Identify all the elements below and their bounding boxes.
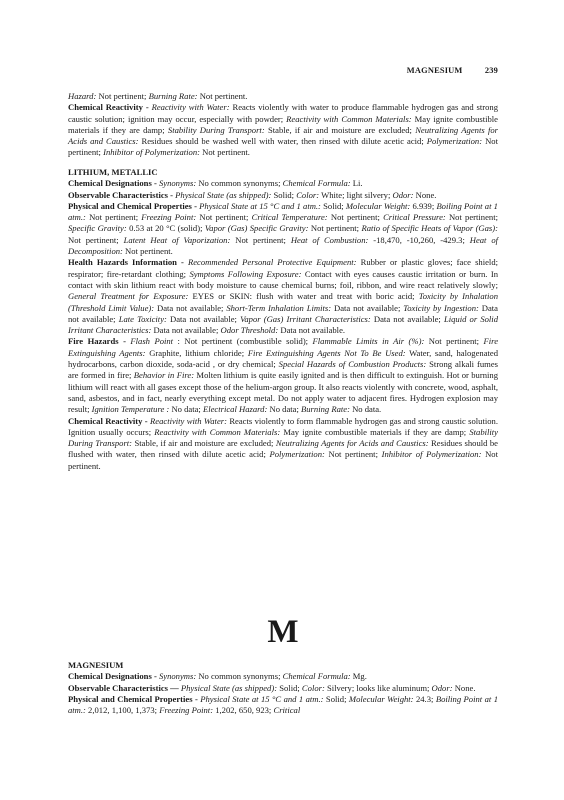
fire-hazards-paragraph: Fire Hazards - Flash Point : Not pertinent (combustible solid); Flammable Limits in Air (%): Not pertinent; Fire Extinguishing Agents: Graphite, lithium chloride; Fire Extinguishing Agents Not To Be Used: Water, sand, halogenated hydrocarbons, carbon dioxide, soda-acid , or dry chemical; Special Hazards of Combustion Products: Strong alkali fumes are formed in fire; Behavior in Fire: Molten lithium is quite easily ignited and is then difficult to extinguish. Hot or burning lithium will react with all gases except those of the helium-argon group. It also reacts violently with concrete, wood, asphalt, sand, asbestos, and in fact, nearly everything except metal. Do not apply water to adjacent fires. Hydrogen explosion may result; Ignition Temperature : No data; Electrical Hazard: No data; Burning Rate: No data. bbox=[68, 336, 499, 415]
running-head-title: MAGNESIUM bbox=[406, 66, 463, 75]
observable-characteristics-paragraph: Observable Characteristics — Physical State (as shipped): Solid; Color: Silvery; looks like aluminum; Odor: None. bbox=[68, 682, 476, 693]
previous-entry-continuation bbox=[68, 91, 498, 159]
observable-characteristics-paragraph: Observable Characteristics - Physical State (as shipped): Solid; Color: White; light silvery; Odor: None. bbox=[68, 189, 437, 200]
chemical-reactivity-paragraph: Chemical Reactivity - Reactivity with Water: Reacts violently to form flammable hydrogen gas and strong caustic solution. Ignition usually occurs; Reactivity with Common Materials: May ignite combustible materials if they are damp; Stability During Transport: Stable, if air and moisture are excluded; Neutralizing Agents for Acids and Caustics: Residues should be flushed with water, then rinsed with dilute acetic acid; Polymerization: Not pertinent; Inhibitor of Polymerization: Not pertinent. bbox=[68, 415, 498, 471]
chemical-designations-paragraph: Chemical Designations - Synonyms: No common synonyms; Chemical Formula: Li. bbox=[68, 178, 363, 189]
entry-title: LITHIUM, METALLIC bbox=[68, 167, 158, 177]
magnesium-entry bbox=[68, 660, 498, 716]
entry-title: MAGNESIUM bbox=[68, 660, 124, 670]
section-letter: M bbox=[267, 614, 299, 650]
health-hazards-paragraph: Health Hazards Information - Recommended Personal Protective Equipment: Rubber or plastic gloves; face shield; respirator; fire-retardant clothing; Symptoms Following Exposure: Contact with eyes causes caustic irritation or burn. In contact with skin lithium react with body moisture to cause chemical burns; foil, ribbon, and wire react relatively slowly; General Treatment for Exposure: EYES or SKIN: flush with water and treat with boric acid; Toxicity by Inhalation (Threshold Limit Value): Data not available; Short-Term Inhalation Limits: Data not available; Toxicity by Ingestion: Data not available; Late Toxicity: Data not available; Vapor (Gas) Irritant Characteristics: Data not available; Liquid or Solid Irritant Characteristics: Data not available; Odor Threshold: Data not available. bbox=[68, 257, 499, 336]
physical-chemical-properties-paragraph: Physical and Chemical Properties - Physical State at 15 °C and 1 atm.: Solid; Molecular Weight: 6.939; Boiling Point at 1 atm.: Not pertinent; Freezing Point: Not pertinent; Critical Temperature: Not pertinent; Critical Pressure: Not pertinent; Specific Gravity: 0.53 at 20 °C (solid); Vapor (Gas) Specific Gravity: Not pertinent; Ratio of Specific Heats of Vapor (Gas): Not pertinent; Latent Heat of Vaporization: Not pertinent; Heat of Combustion: -18,470, -10,260, -429.3; Heat of Decomposition: Not pertinent. bbox=[68, 200, 499, 257]
lithium-entry bbox=[68, 167, 498, 472]
chemical-designations-paragraph: Chemical Designations - Synonyms: No common synonyms; Chemical Formula: Mg. bbox=[68, 671, 367, 682]
document-page bbox=[68, 0, 498, 800]
physical-chemical-properties-paragraph: Physical and Chemical Properties - Physical State at 15 °C and 1 atm.: Solid; Molecular Weight: 24.3; Boiling Point at 1 atm.: 2,012, 1,100, 1,373; Freezing Point: 1,202, 650, 923; Critical bbox=[68, 693, 498, 716]
hazard-line: Hazard: Not pertinent; Burning Rate: Not pertinent. bbox=[68, 91, 248, 101]
running-head bbox=[68, 66, 498, 75]
page-number: 239 bbox=[484, 66, 498, 75]
chemical-reactivity-paragraph: Chemical Reactivity - Reactivity with Water: Reacts violently with water to produce flammable hydrogen gas and strong caustic solution; ignition may occur, especially with powder; Reactivity with Common Materials: May ignite combustible materials if they are damp; Stability During Transport: Stable, if air and moisture are excluded; Neutralizing Agents for Acids and Caustics: Residues should be washed well with water, then rinsed with dilute acetic acid; Polymerization: Not pertinent; Inhibitor of Polymerization: Not pertinent. bbox=[68, 102, 498, 158]
